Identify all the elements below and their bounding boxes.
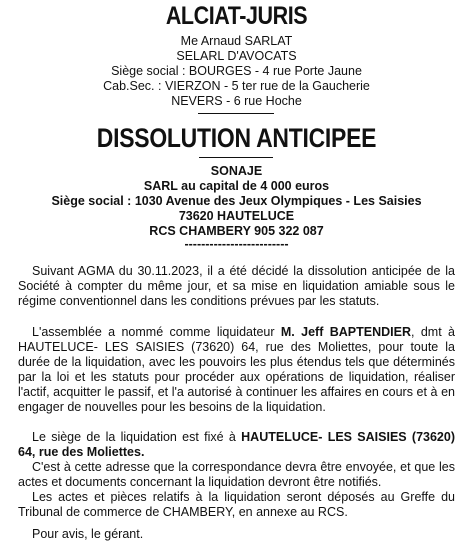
firm-line-lawyer: Me Arnaud SARLAT — [180, 34, 293, 48]
text-seat — [18, 430, 455, 460]
paragraph-signature — [18, 527, 455, 542]
text-filing: Les actes et pièces relatifs à la liquidation seront déposés au Greffe du Tribunal de commerce de CHAMBERY, en annexe au RCS. — [18, 490, 455, 519]
notice-title: DISSOLUTION ANTICIPEE — [96, 123, 377, 153]
title-divider — [199, 157, 273, 158]
company-seat: Siège social : 1030 Avenue des Jeux Olympiques - Les Saisies — [51, 194, 422, 208]
paragraph-dissolution — [18, 264, 455, 309]
liquidator-intro: L'assemblée a nommé comme liquidateur — [32, 325, 281, 339]
text-dissolution: Suivant AGMA du 30.11.2023, il a été décidé la dissolution anticipée de la Société à compter du même jour, et sa mise en liquidation amiable sous le régime conventionnel dans les conditions prévues par les statuts. — [18, 264, 455, 308]
header-divider — [198, 113, 274, 114]
liquidator-details: , dmt à HAUTELUCE- LES SAISIES (73620) 64, rue des Moliettes, pour toute la durée de la liquidation, avec les pouvoirs les plus étendus tels que déterminés par la loi et les statuts pour procéder aux opérations de liquidation, réaliser l'actif, acquitter le passif, et l'a autorisé à continuer les affaires en cours et à en engager de nouvelles pour les besoins de la liquidation. — [18, 325, 455, 414]
seat-address: HAUTELUCE- LES SAISIES (73620) 64, rue des Moliettes. — [18, 430, 455, 459]
company-city: 73620 HAUTELUCE — [178, 209, 295, 223]
company-name: SONAJE — [210, 164, 263, 178]
firm-line-secondary: Cab.Sec. : VIERZON - 5 ter rue de la Gaucherie — [103, 79, 370, 93]
seat-intro: Le siège de la liquidation est fixé à — [32, 430, 242, 444]
firm-name: ALCIAT-JURIS — [165, 2, 308, 30]
liquidator-name: M. Jeff BAPTENDIER — [280, 325, 411, 339]
text-liquidator — [18, 325, 455, 415]
paragraph-liquidator — [18, 325, 455, 415]
company-rcs: RCS CHAMBERY 905 322 087 — [149, 224, 324, 238]
company-separator: ------------------------- — [184, 237, 289, 251]
firm-line-seat: Siège social : BOURGES - 4 rue Porte Jaune — [111, 64, 362, 78]
firm-line-nevers: NEVERS - 6 rue Hoche — [171, 94, 302, 108]
firm-line-type: SELARL D'AVOCATS — [176, 49, 297, 63]
text-signature: Pour avis, le gérant. — [32, 527, 144, 541]
company-capital: SARL au capital de 4 000 euros — [143, 179, 330, 193]
paragraph-seat — [18, 430, 455, 520]
company-block — [0, 164, 473, 249]
text-correspondence: C'est à cette adresse que la correspondance devra être envoyée, et que les actes et documents concernant la liquidation devront être notifiés. — [18, 460, 455, 489]
firm-details — [0, 34, 473, 109]
